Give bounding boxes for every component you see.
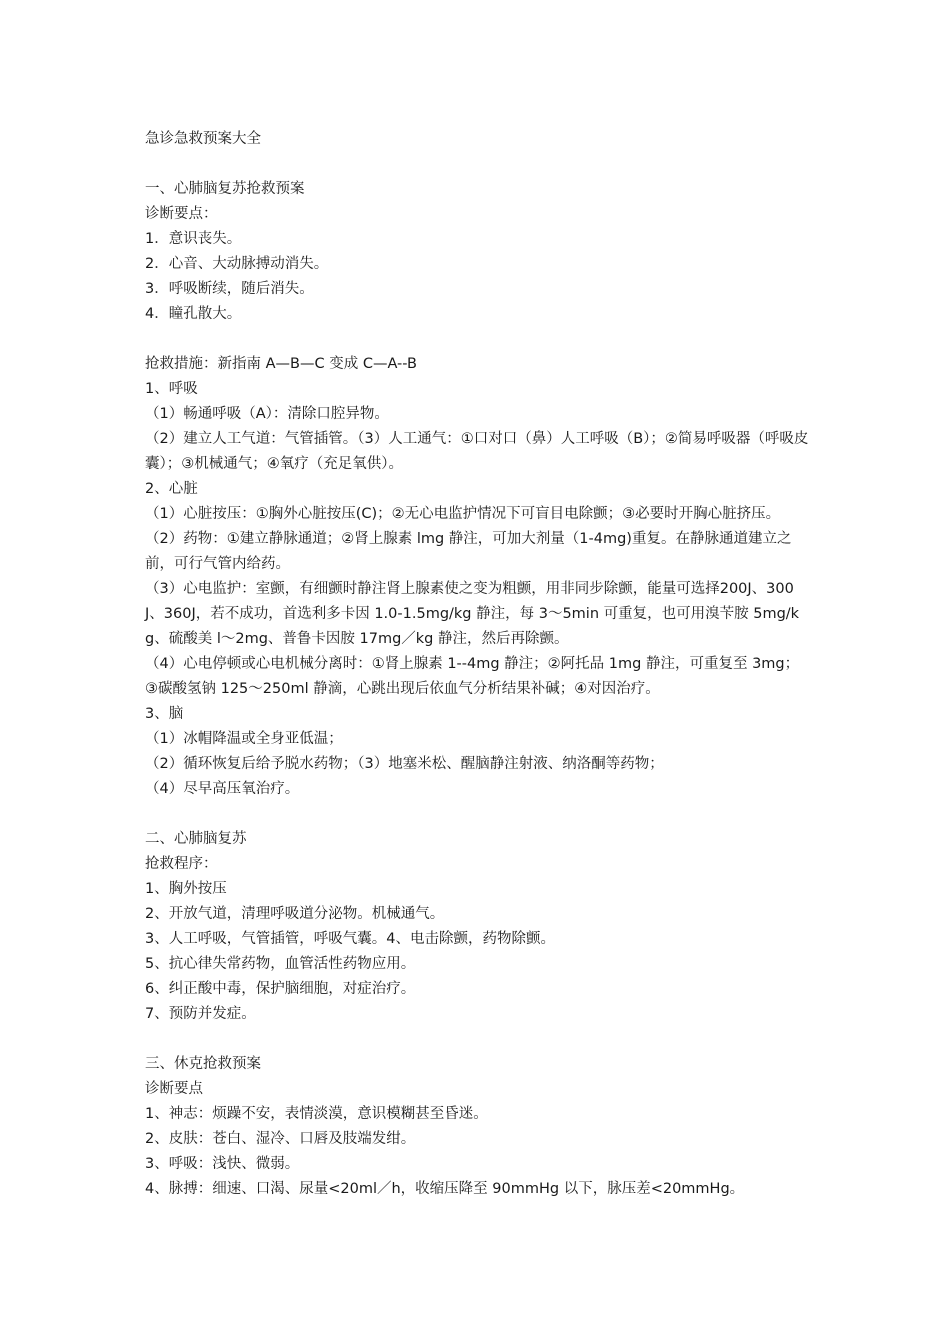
paragraph: （1）畅通呼吸（A）：清除口腔异物。 (145, 406, 389, 422)
paragraph: （2）药物：①建立静脉通道；②肾上腺素 lmg 静注，可加大剂量（1-4mg)重复。在静脉通道建立之前，可行气管内给药。 (145, 531, 792, 572)
blank-line (145, 327, 810, 352)
paragraph: 3、脑 (145, 706, 184, 722)
section-heading: 三、休克抢救预案 (145, 1056, 261, 1072)
paragraph: （1）心脏按压：①胸外心脏按压(C)；②无心电监护情况下可盲目电除颤；③必要时开胸心脏挤压。 (145, 506, 781, 522)
document-title: 急诊急救预案大全 (145, 131, 261, 147)
list-item: 2、皮肤：苍白、湿冷、口唇及肢端发绀。 (145, 1131, 416, 1147)
list-item: 4、脉搏：细速、口渴、尿量<20ml／h，收缩压降至 90mmHg 以下，脉压差<20mmHg。 (145, 1181, 745, 1197)
list-item: 1、神志：烦躁不安，表情淡漠，意识模糊甚至昏迷。 (145, 1106, 488, 1122)
paragraph: （2）建立人工气道：气管插管。（3）人工通气：①口对口（鼻）人工呼吸（B）；②简易呼吸器（呼吸皮囊）；③机械通气；④氧疗（充足氧供）。 (145, 431, 809, 472)
paragraph: （1）冰帽降温或全身亚低温； (145, 731, 343, 747)
section-label: 抢救程序： (145, 856, 218, 872)
paragraph: （2）循环恢复后给予脱水药物；（3）地塞米松、醒脑静注射液、纳洛酮等药物； (145, 756, 664, 772)
list-item: 6、纠正酸中毒，保护脑细胞，对症治疗。 (145, 981, 416, 997)
section-heading: 二、心肺脑复苏 (145, 831, 247, 847)
document-page (145, 127, 810, 1202)
blank-line (145, 1027, 810, 1052)
section-heading: 一、心肺脑复苏抢救预案 (145, 181, 305, 197)
section-label: 诊断要点： (145, 206, 218, 222)
list-item: 4．瞳孔散大。 (145, 306, 242, 322)
paragraph: （4）尽早高压氧治疗。 (145, 781, 300, 797)
list-item: 3、呼吸：浅快、微弱。 (145, 1156, 300, 1172)
paragraph: （4）心电停顿或心电机械分离时：①肾上腺素 1--4mg 静注；②阿托品 1mg 静注，可重复至 3mg；③碳酸氢钠 125～250ml 静滴，心跳出现后依血气分析结果补碱；④对因治疗。 (145, 656, 800, 697)
section-label: 抢救措施：新指南 A—B—C 变成 C—A--B (145, 356, 417, 372)
list-item: 2．心音、大动脉搏动消失。 (145, 256, 329, 272)
list-item: 3．呼吸断续，随后消失。 (145, 281, 314, 297)
blank-line (145, 152, 810, 177)
paragraph: 1、呼吸 (145, 381, 198, 397)
list-item: 1．意识丧失。 (145, 231, 242, 247)
list-item: 3、人工呼吸，气管插管，呼吸气囊。4、电击除颤，药物除颤。 (145, 931, 555, 947)
blank-line (145, 802, 810, 827)
paragraph: （3）心电监护：室颤，有细颤时静注肾上腺素使之变为粗颤，用非同步除颤，能量可选择200J、300J、360J，若不成功，首选利多卡因 1.0-1.5mg/kg 静注，每 3～5min 可重复，也可用溴苄胺 5mg/kg、硫酸美 l～2mg、普鲁卡因胺 17mg／kg 静注，然后再除颤。 (145, 581, 800, 647)
list-item: 2、开放气道，清理呼吸道分泌物。机械通气。 (145, 906, 445, 922)
section-label: 诊断要点 (145, 1081, 203, 1097)
list-item: 1、胸外按压 (145, 881, 227, 897)
list-item: 5、抗心律失常药物，血管活性药物应用。 (145, 956, 416, 972)
list-item: 7、预防并发症。 (145, 1006, 256, 1022)
paragraph: 2、心脏 (145, 481, 198, 497)
